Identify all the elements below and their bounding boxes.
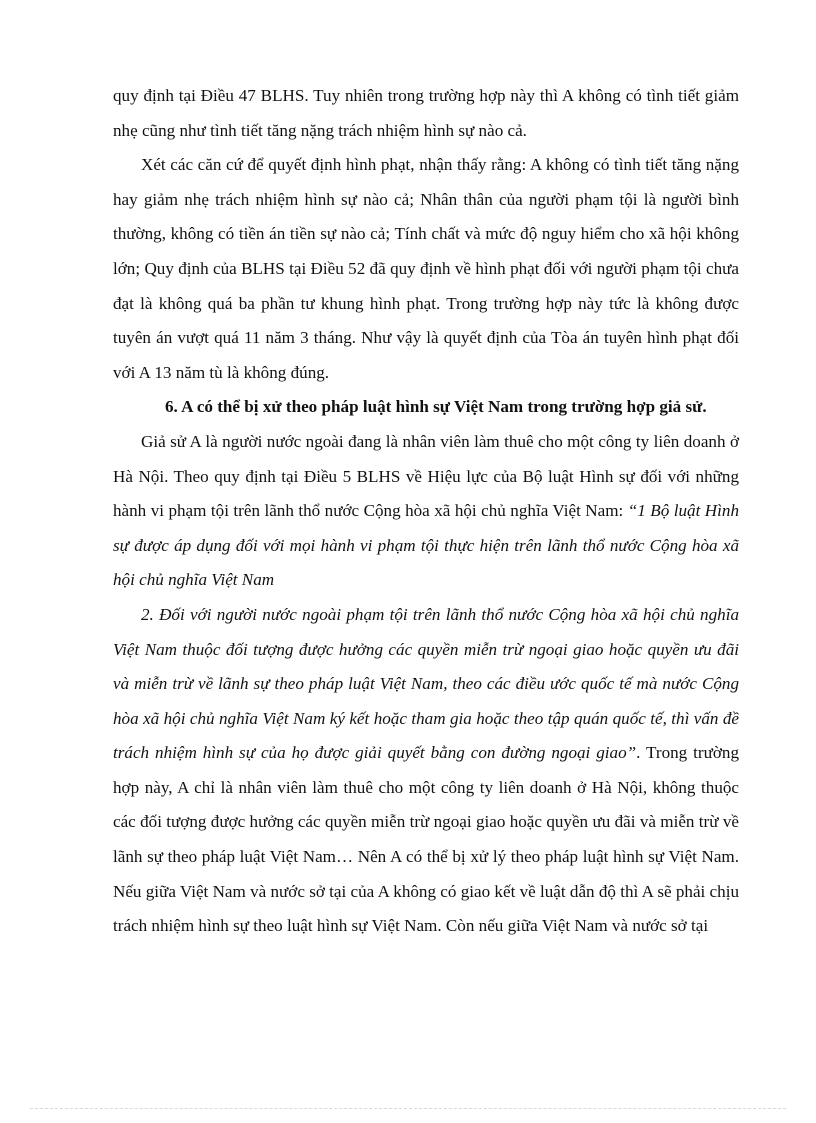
section-heading-6: 6. A có thể bị xử theo pháp luật hình sự Việt Nam trong trường hợp giả sử. [165, 397, 707, 417]
page-bottom-rule [30, 1108, 786, 1109]
paragraph-3-quote: “1 Bộ luật Hình sự được áp dụng đối với mọi hành vi phạm tội thực hiện trên lãnh thổ nước Cộng hòa xã hội chủ nghĩa Việt Nam [113, 501, 739, 590]
document-body [113, 79, 739, 944]
paragraph-4-text: . Trong trường hợp này, A chỉ là nhân viên làm thuê cho một công ty liên doanh ở Hà Nội, không thuộc các đối tượng được hưởng các quyền miễn trừ ngoại giao hoặc quyền ưu đãi và miễn trừ về lãnh sự theo pháp luật Việt Nam… Nên A có thể bị xử lý theo pháp luật hình sự Việt Nam. Nếu giữa Việt Nam và nước sở tại của A không có giao kết về luật dẫn độ thì A sẽ phải chịu trách nhiệm hình sự theo luật hình sự Việt Nam. Còn nếu giữa Việt Nam và nước sở tại [113, 743, 739, 936]
paragraph-3 [113, 425, 739, 598]
paragraph-2: Xét các căn cứ để quyết định hình phạt, nhận thấy rằng: A không có tình tiết tăng nặng hay giảm nhẹ trách nhiệm hình sự nào cả; Nhân thân của người phạm tội là người bình thường, không có tiền án tiền sự nào cả; Tính chất và mức độ nguy hiểm cho xã hội không lớn; Quy định của BLHS tại Điều 52 đã quy định về hình phạt đối với người phạm tội chưa đạt là không quá ba phần tư khung hình phạt. Trong trường hợp này tức là không được tuyên án vượt quá 11 năm 3 tháng. Như vậy là quyết định của Tòa án tuyên hình phạt đối với A 13 năm tù là không đúng. [113, 155, 739, 382]
paragraph-3-text: Giả sử A là người nước ngoài đang là nhân viên làm thuê cho một công ty liên doanh ở Hà Nội. Theo quy định tại Điều 5 BLHS về Hiệu lực của Bộ luật Hình sự đối với những hành vi phạm tội trên lãnh thổ nước Cộng hòa xã hội chủ nghĩa Việt Nam: [113, 431, 739, 521]
paragraph-4 [113, 598, 739, 944]
paragraph-4-quote: 2. Đối với người nước ngoài phạm tội trên lãnh thổ nước Cộng hòa xã hội chủ nghĩa Việt Nam thuộc đối tượng được hưởng các quyền miễn trừ ngoại giao hoặc quyền ưu đãi và miễn trừ về lãnh sự theo pháp luật Việt Nam, theo các điều ước quốc tế mà nước Cộng hòa xã hội chủ nghĩa Việt Nam ký kết hoặc tham gia hoặc theo tập quán quốc tế, thì vấn đề trách nhiệm hình sự của họ được giải quyết bằng con đường ngoại giao” [113, 604, 739, 763]
paragraph-1: quy định tại Điều 47 BLHS. Tuy nhiên trong trường hợp này thì A không có tình tiết giảm nhẹ cũng như tình tiết tăng nặng trách nhiệm hình sự nào cả. [113, 86, 739, 140]
